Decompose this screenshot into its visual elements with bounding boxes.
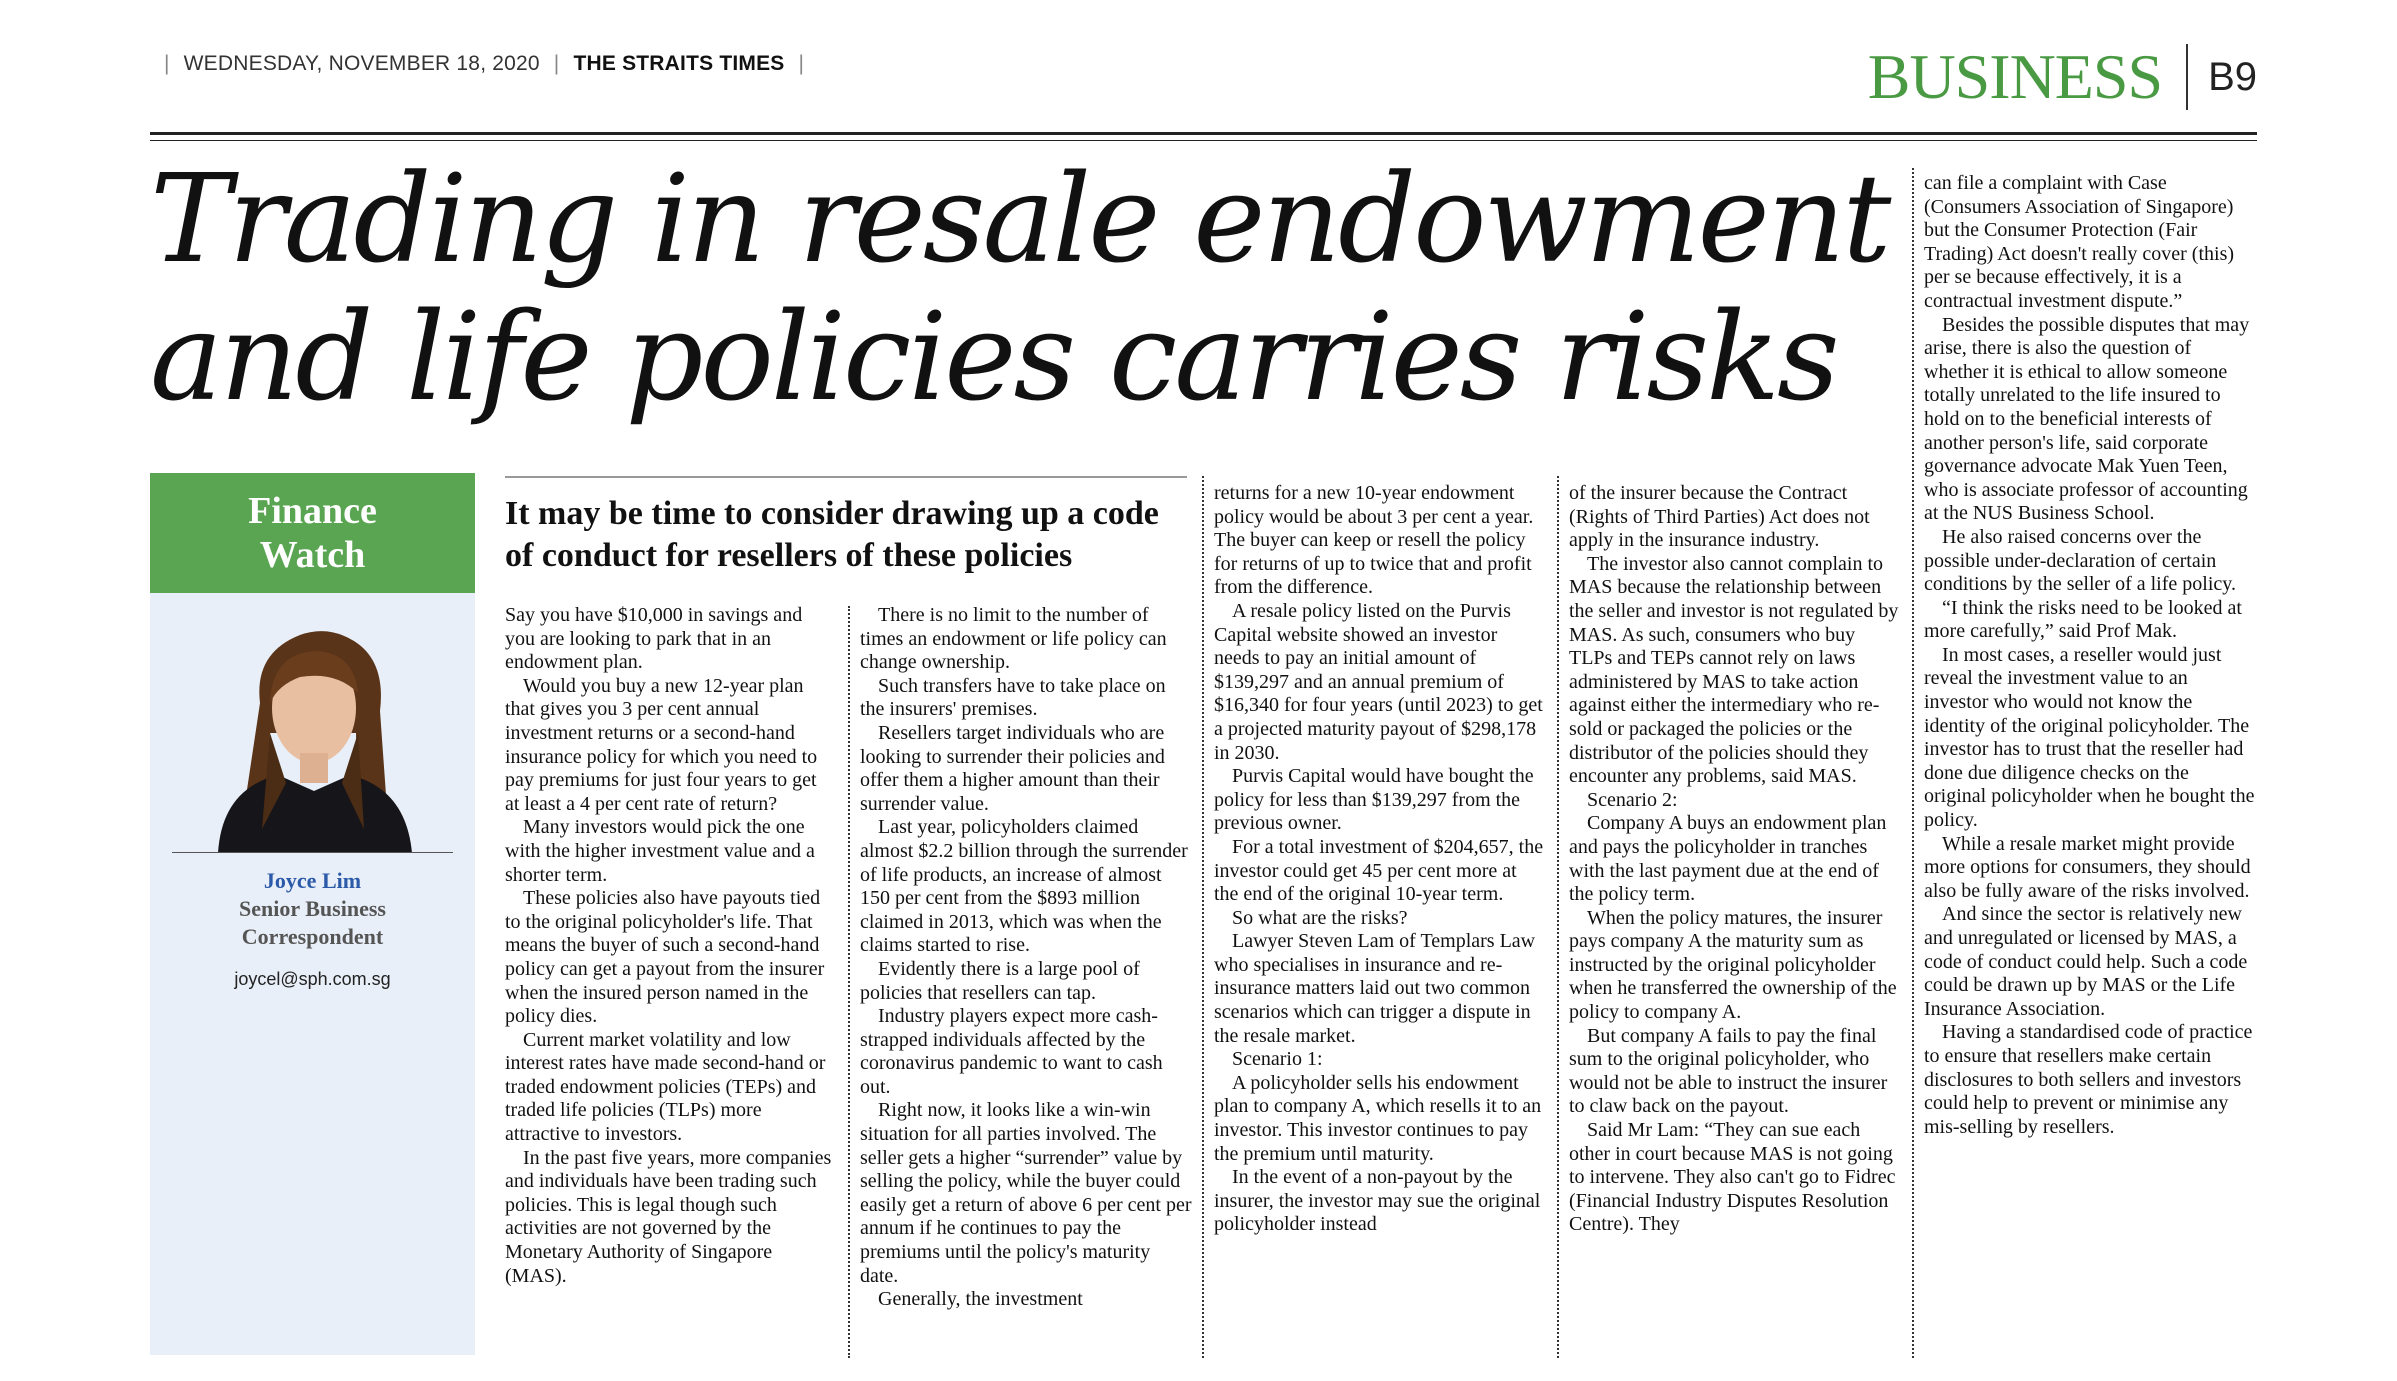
paragraph: In most cases, a reseller would just reveal the investment value to an investor who would not know the identity of the original policyholder. The investor has to trust that the reseller had done due diligence checks on the original policyholder when he bought the policy. bbox=[1924, 643, 2255, 832]
header-rule bbox=[150, 132, 2257, 135]
paragraph: Said Mr Lam: “They can sue each other in court because MAS is not going to intervene. They also can't go to Fidrec (Financial Industry Disputes Resolution Centre). They bbox=[1569, 1119, 1896, 1236]
paragraph: Having a standardised code of practice to ensure that resellers make certain disclosures to both sellers and investors could help to prevent or minimise any mis-selling by resellers. bbox=[1924, 1021, 2253, 1138]
paragraph: Company A buys an endowment plan and pays the policyholder in tranches with the last payment due at the end of the policy term. bbox=[1569, 812, 1887, 906]
article-column-5 bbox=[1924, 172, 2256, 1139]
section-divider bbox=[2186, 44, 2188, 110]
photo-divider bbox=[172, 852, 453, 853]
issue-date: WEDNESDAY, NOVEMBER 18, 2020 bbox=[183, 52, 540, 75]
paragraph: A resale policy listed on the Purvis Capital website showed an investor needs to pay an initial amount of $139,297 and an annual premium of $16,340 for four years (until 2023) to get a projected maturity payout of $298,178 in 2030. bbox=[1214, 599, 1543, 764]
paragraph: There is no limit to the number of times an endowment or life policy can change ownership. bbox=[860, 604, 1167, 674]
author-byline bbox=[150, 867, 475, 951]
paragraph: When the policy matures, the insurer pays company A the maturity sum as instructed by the original policyholder when he transferred the ownership of the policy to company A. bbox=[1569, 906, 1897, 1024]
section-name: BUSINESS bbox=[1867, 41, 2163, 112]
column-divider bbox=[1557, 476, 1559, 1358]
paragraph: So what are the risks? bbox=[1232, 906, 1408, 929]
paragraph: Lawyer Steven Lam of Templars Law who specialises in insurance and re-insurance matters laid out two common scenarios which can trigger a dispute in the resale market. bbox=[1214, 930, 1536, 1047]
paragraph: In the event of a non-payout by the insurer, the investor may sue the original policyholder instead bbox=[1214, 1166, 1541, 1236]
paragraph: While a resale market might provide more options for consumers, they should also be fully aware of the risks involved. bbox=[1924, 832, 2251, 902]
author-role-line-2: Correspondent bbox=[241, 924, 384, 949]
newspaper-name: THE STRAITS TIMES bbox=[573, 52, 785, 75]
paragraph: Such transfers have to take place on the insurers' premises. bbox=[860, 674, 1166, 721]
paragraph: He also raised concerns over the possible under-declaration of certain conditions by the seller of a life policy. bbox=[1924, 525, 2236, 596]
paragraph: Industry players expect more cash-strapped individuals affected by the coronavirus pandemic to want to cash out. bbox=[860, 1005, 1163, 1098]
section-header bbox=[1868, 40, 2257, 114]
paragraph: Many investors would pick the one with the higher investment value and a shorter term. bbox=[505, 816, 815, 886]
paragraph: Evidently there is a large pool of policies that resellers can tap. bbox=[860, 957, 1140, 1004]
article-column-1 bbox=[505, 604, 835, 1288]
page-number: B9 bbox=[2208, 54, 2257, 99]
paragraph: And since the sector is relatively new and unregulated or licensed by MAS, a code of conduct could help. Such a code could be drawn up by MAS or the Life Insurance Association. bbox=[1924, 903, 2248, 1020]
deck-rule bbox=[505, 476, 1187, 478]
paragraph: Purvis Capital would have bought the policy for less than $139,297 from the previous owner. bbox=[1214, 765, 1534, 835]
column-divider bbox=[1202, 476, 1204, 1358]
column-tag bbox=[150, 473, 475, 593]
paragraph: But company A fails to pay the final sum to the original policyholder, who would not be able to instruct the insurer to claw back on the payout. bbox=[1569, 1024, 1888, 1118]
masthead-divider: | bbox=[798, 52, 805, 75]
paragraph: returns for a new 10-year endowment policy would be about 3 per cent a year. The buyer can keep or resell the policy for returns of up to twice that and profit from the difference. bbox=[1214, 482, 1534, 599]
paragraph: A policyholder sells his endowment plan to company A, which resells it to an investor. This investor continues to pay the premium until maturity. bbox=[1214, 1071, 1542, 1165]
column-divider bbox=[1912, 168, 1914, 1358]
column-tag-line-1: Finance bbox=[248, 490, 377, 532]
article-column-2 bbox=[860, 604, 1192, 1312]
article-column-4 bbox=[1569, 482, 1901, 1237]
headline-line-1: Trading in resale endowment bbox=[150, 148, 1889, 290]
column-divider bbox=[848, 606, 850, 1358]
headline-line-2: and life policies carries risks bbox=[150, 286, 1837, 428]
paragraph: Scenario 1: bbox=[1232, 1048, 1323, 1071]
paragraph: Scenario 2: bbox=[1587, 788, 1678, 811]
paragraph: Would you buy a new 12-year plan that gives you 3 per cent annual investment returns or a second-hand insurance policy for which you need to pay premiums for just four years to get at least a 4 per cent rate of return? bbox=[505, 674, 818, 815]
author-email[interactable]: joycel@sph.com.sg bbox=[234, 969, 391, 989]
paragraph: For a total investment of $204,657, the investor could get 45 per cent more at the end of the original 10-year term. bbox=[1214, 835, 1544, 906]
paragraph: The investor also cannot complain to MAS because the relationship between the seller and investor is not regulated by MAS. As such, consumers who buy TLPs and TEPs cannot rely on laws administered by MAS to take action against either the intermediary who re-sold or packaged the policies or the distributor of the policies should they encounter any problems, said MAS. bbox=[1569, 552, 1899, 788]
columnist-sidebar bbox=[150, 473, 475, 1355]
paragraph: Right now, it looks like a win-win situation for all parties involved. The seller gets a higher “surrender” value by selling the policy, while the buyer could easily get a return of above 6 per cent per annum if he continues to pay the premiums until the policy's maturity date. bbox=[860, 1099, 1192, 1287]
column-tag-line-2: Watch bbox=[259, 534, 366, 576]
standfirst: It may be time to consider drawing up a code of conduct for resellers of these policies bbox=[505, 495, 1159, 574]
header-rule-thin bbox=[150, 140, 2257, 141]
paragraph: Generally, the investment bbox=[878, 1288, 1083, 1311]
paragraph: Resellers target individuals who are looking to surrender their policies and offer them a higher amount than their surrender value. bbox=[860, 721, 1165, 815]
author-role-line-1: Senior Business bbox=[239, 896, 386, 921]
paragraph: These policies also have payouts tied to the original policyholder's life. That means the buyer of such a second-hand policy can get a payout from the insurer when the insured person named in the policy dies. bbox=[505, 887, 825, 1028]
article-column-3 bbox=[1214, 482, 1546, 1237]
masthead bbox=[150, 52, 818, 76]
author-photo bbox=[150, 593, 475, 853]
author-name: Joyce Lim bbox=[263, 868, 362, 893]
author-portrait-image bbox=[150, 593, 475, 853]
masthead-divider: | bbox=[164, 52, 170, 75]
paragraph: of the insurer because the Contract (Rights of Third Parties) Act does not apply in the insurance industry. bbox=[1569, 482, 1870, 552]
masthead-divider: | bbox=[553, 52, 560, 75]
paragraph: Last year, policyholders claimed almost $2.2 billion through the surrender of life products, an increase of almost 150 per cent from the $893 million claimed in 2013, which was when the claims started to rise. bbox=[860, 816, 1188, 957]
paragraph: “I think the risks need to be looked at more carefully,” said Prof Mak. bbox=[1924, 596, 2242, 643]
paragraph: Besides the possible disputes that may arise, there is also the question of whether it is ethical to allow someone totally unrelated to the life insured to hold on to the beneficial interests of another person's life, said corporate governance advocate Mak Yuen Teen, who is associate professor of accounting at the NUS Business School. bbox=[1924, 313, 2250, 525]
paragraph: can file a complaint with Case (Consumers Association of Singapore) but the Consumer Protection (Fair Trading) Act doesn't really cover (this) per se because effectively, it is a contractual investment dispute.” bbox=[1924, 172, 2235, 312]
paragraph: Current market volatility and low interest rates have made second-hand or traded endowment policies (TEPs) and traded life policies (TLPs) more attractive to investors. bbox=[505, 1028, 826, 1146]
paragraph: In the past five years, more companies and individuals have been trading such policies. This is legal though such activities are not governed by the Monetary Authority of Singapore (MAS). bbox=[505, 1146, 832, 1287]
paragraph: Say you have $10,000 in savings and you are looking to park that in an endowment plan. bbox=[505, 604, 803, 674]
headline bbox=[150, 150, 1900, 426]
